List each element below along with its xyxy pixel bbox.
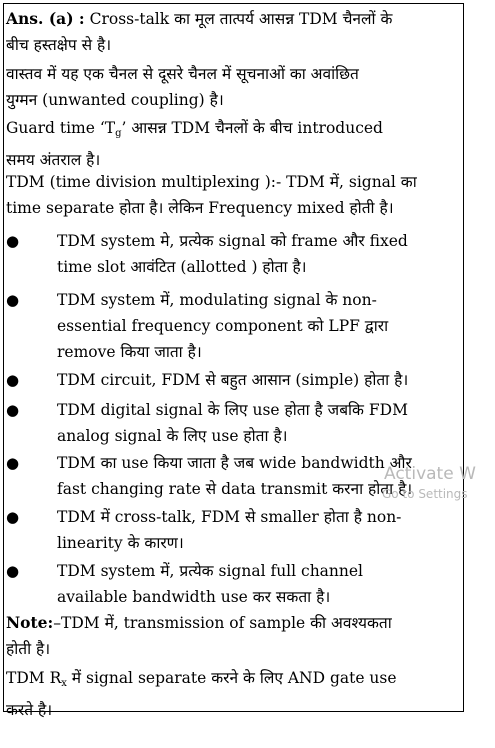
tdm-line1: TDM (time division multiplexing ):- TDM में, signal का — [6, 173, 417, 191]
rx-subscript: x — [61, 678, 67, 689]
rx-line2: करते है। — [6, 701, 53, 719]
guard-line2: समय अंतराल है। — [6, 151, 101, 169]
rx-paragraph — [6, 665, 458, 723]
rx-line1: में signal separate करने के लिए AND gate use — [66, 669, 397, 687]
bullet-4-line1: TDM digital signal के लिए use होता है जबकि FDM — [57, 401, 408, 419]
unwanted-coupling-paragraph — [6, 61, 458, 113]
bullet-icon: ● — [6, 291, 20, 309]
tdm-line2: time separate होता है। लेकिन Frequency mixed होती है। — [6, 199, 394, 217]
go-to-settings-watermark: Go to Settings — [382, 487, 468, 501]
activate-windows-watermark: Activate W — [384, 464, 476, 484]
bullet-icon: ● — [6, 454, 20, 472]
bullet-icon: ● — [6, 562, 20, 580]
note-paragraph — [6, 610, 458, 662]
bullet-2-line2: essential frequency component को LPF द्वारा — [57, 317, 389, 335]
note-label: Note: — [6, 613, 54, 632]
bullet-3-line1: TDM circuit, FDM से बहुत आसान (simple) होता है। — [57, 371, 409, 389]
guard-line1-a: Guard time ‘T — [6, 119, 116, 137]
bullet-2-line3: remove किया जाता है। — [57, 343, 202, 361]
answer-intro-line2: बीच हस्तक्षेप से है। — [6, 36, 112, 54]
bullet-6-line1: TDM में cross-talk, FDM से smaller होता है non- — [57, 508, 402, 526]
coupling-line1: वास्तव में यह एक चैनल से दूसरे चैनल में सूचनाओं का अवांछित — [6, 65, 359, 83]
bullet-icon: ● — [6, 371, 20, 389]
coupling-line2: युग्मन (unwanted coupling) है। — [6, 91, 224, 109]
bullet-icon: ● — [6, 508, 20, 526]
bullet-1-line1: TDM system मे, प्रत्येक signal को frame और fixed — [57, 232, 408, 250]
bullet-icon: ● — [6, 401, 20, 419]
bullet-icon: ● — [6, 232, 20, 250]
answer-label: Ans. (a) : — [6, 9, 85, 28]
bullet-6-line2: linearity के कारण। — [57, 534, 184, 552]
guard-subscript: g — [115, 128, 122, 139]
tdm-definition-paragraph — [6, 169, 458, 221]
note-line2: होती है। — [6, 640, 51, 658]
bullet-5-line1: TDM का use किया जाता है जब wide bandwidth और — [57, 454, 412, 472]
bullet-2-line1: TDM system में, modulating signal के non- — [57, 291, 377, 309]
bullet-7-line2: available bandwidth use कर सकता है। — [57, 588, 331, 606]
bullet-4-line2: analog signal के लिए use होता है। — [57, 427, 288, 445]
answer-intro-line1: Cross-talk का मूल तात्पर्य आसन्न TDM चैनलों के — [89, 10, 393, 28]
guard-line1-b: ’ आसन्न TDM चैनलों के बीच introduced — [121, 119, 383, 137]
answer-intro — [6, 6, 458, 58]
rx-pre: TDM R — [6, 669, 62, 687]
note-line1: –TDM में, transmission of sample की अवश्यकता — [53, 614, 392, 632]
bullet-5-line2: fast changing rate से data transmit करना होता है। — [57, 480, 413, 498]
bullet-1-line2: time slot आवंटित (allotted ) होता है। — [57, 258, 307, 276]
bullet-7-line1: TDM system में, प्रत्येक signal full channel — [57, 562, 364, 580]
guard-time-paragraph — [6, 115, 458, 173]
